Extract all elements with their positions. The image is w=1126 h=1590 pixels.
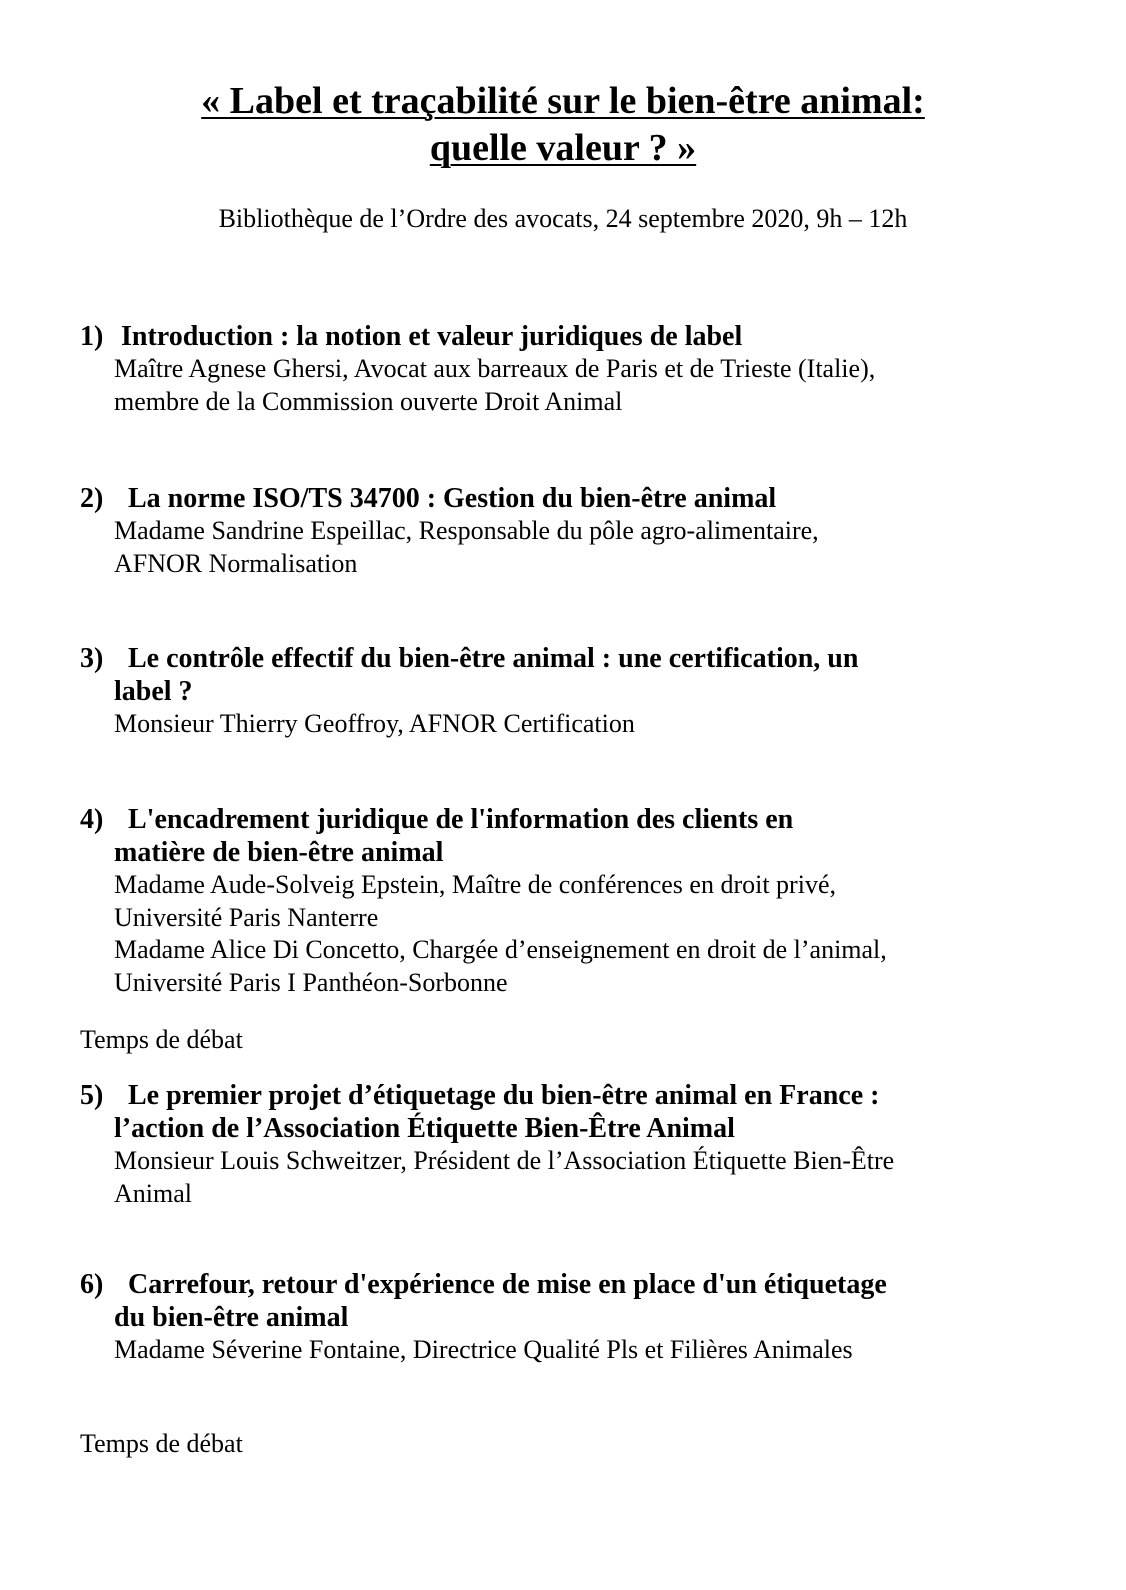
speaker-line: Université Paris Nanterre xyxy=(114,902,379,932)
speaker-line: Madame Séverine Fontaine, Directrice Qualité Pls et Filières Animales xyxy=(114,1335,853,1364)
agenda-item-6 xyxy=(80,1268,1080,1367)
agenda-item-title xyxy=(114,642,1080,708)
speaker-line: Monsieur Thierry Geoffroy, AFNOR Certification xyxy=(114,709,635,738)
agenda-item-5 xyxy=(80,1079,1080,1210)
agenda-item-title-line: Le premier projet d’étiquetage du bien-être animal en France : xyxy=(114,1080,880,1111)
agenda-item-3 xyxy=(80,642,1080,741)
agenda-item-number: 2) xyxy=(80,483,104,514)
speaker-line: Monsieur Louis Schweitzer, Président de l’Association Étiquette Bien-Être xyxy=(114,1146,895,1175)
document-title-line-1: « Label et traçabilité sur le bien-être animal: xyxy=(201,80,925,122)
agenda-item-title: Introduction : la notion et valeur juridiques de label xyxy=(114,321,743,352)
agenda-item-number: 6) xyxy=(80,1269,104,1300)
agenda-item-title-line: matière de bien-être animal xyxy=(114,837,444,868)
speaker-line: Université Paris I Panthéon-Sorbonne xyxy=(114,967,508,997)
agenda-item-title-line: Carrefour, retour d'expérience de mise en place d'un étiquetage xyxy=(114,1269,887,1300)
agenda-item-title-line: L'encadrement juridique de l'information des clients en xyxy=(114,804,794,835)
speaker-line: Animal xyxy=(114,1178,192,1208)
agenda-item-number: 5) xyxy=(80,1080,104,1111)
agenda-item-title-line: Le contrôle effectif du bien-être animal : une certification, un xyxy=(114,643,859,674)
agenda-item-title: La norme ISO/TS 34700 : Gestion du bien-être animal xyxy=(114,483,777,514)
agenda-item-number: 4) xyxy=(80,804,104,835)
agenda-item-title-line: l’action de l’Association Étiquette Bien-Être Animal xyxy=(114,1113,735,1144)
agenda-item-2 xyxy=(80,482,1080,580)
debate-break-2: Temps de débat xyxy=(80,1429,243,1458)
agenda-item-number: 1) xyxy=(80,321,104,352)
agenda-item-title-line: label ? xyxy=(114,676,193,707)
speaker-line: membre de la Commission ouverte Droit Animal xyxy=(114,386,623,416)
agenda-item-1 xyxy=(80,320,1080,418)
document-title-line-2: quelle valeur ? » xyxy=(429,127,697,169)
speaker-line: Maître Agnese Ghersi, Avocat aux barreaux de Paris et de Trieste (Italie), xyxy=(114,354,876,383)
speaker-line: Madame Aude-Solveig Epstein, Maître de conférences en droit privé, xyxy=(114,870,836,899)
event-details: Bibliothèque de l’Ordre des avocats, 24 septembre 2020, 9h – 12h xyxy=(218,204,908,233)
speaker-line: Madame Sandrine Espeillac, Responsable du pôle agro-alimentaire, xyxy=(114,516,819,545)
agenda-item-title xyxy=(114,1268,1080,1334)
debate-break-1: Temps de débat xyxy=(80,1025,243,1054)
agenda-item-title-line: du bien-être animal xyxy=(114,1302,349,1333)
speaker-line: Madame Alice Di Concetto, Chargée d’enseignement en droit de l’animal, xyxy=(114,935,887,964)
document-title xyxy=(0,78,1126,172)
speaker-line: AFNOR Normalisation xyxy=(114,548,358,578)
agenda-item-4 xyxy=(80,803,1080,999)
agenda-item-title xyxy=(114,803,1080,869)
agenda-item-number: 3) xyxy=(80,643,104,674)
agenda-item-title xyxy=(114,1079,1080,1145)
